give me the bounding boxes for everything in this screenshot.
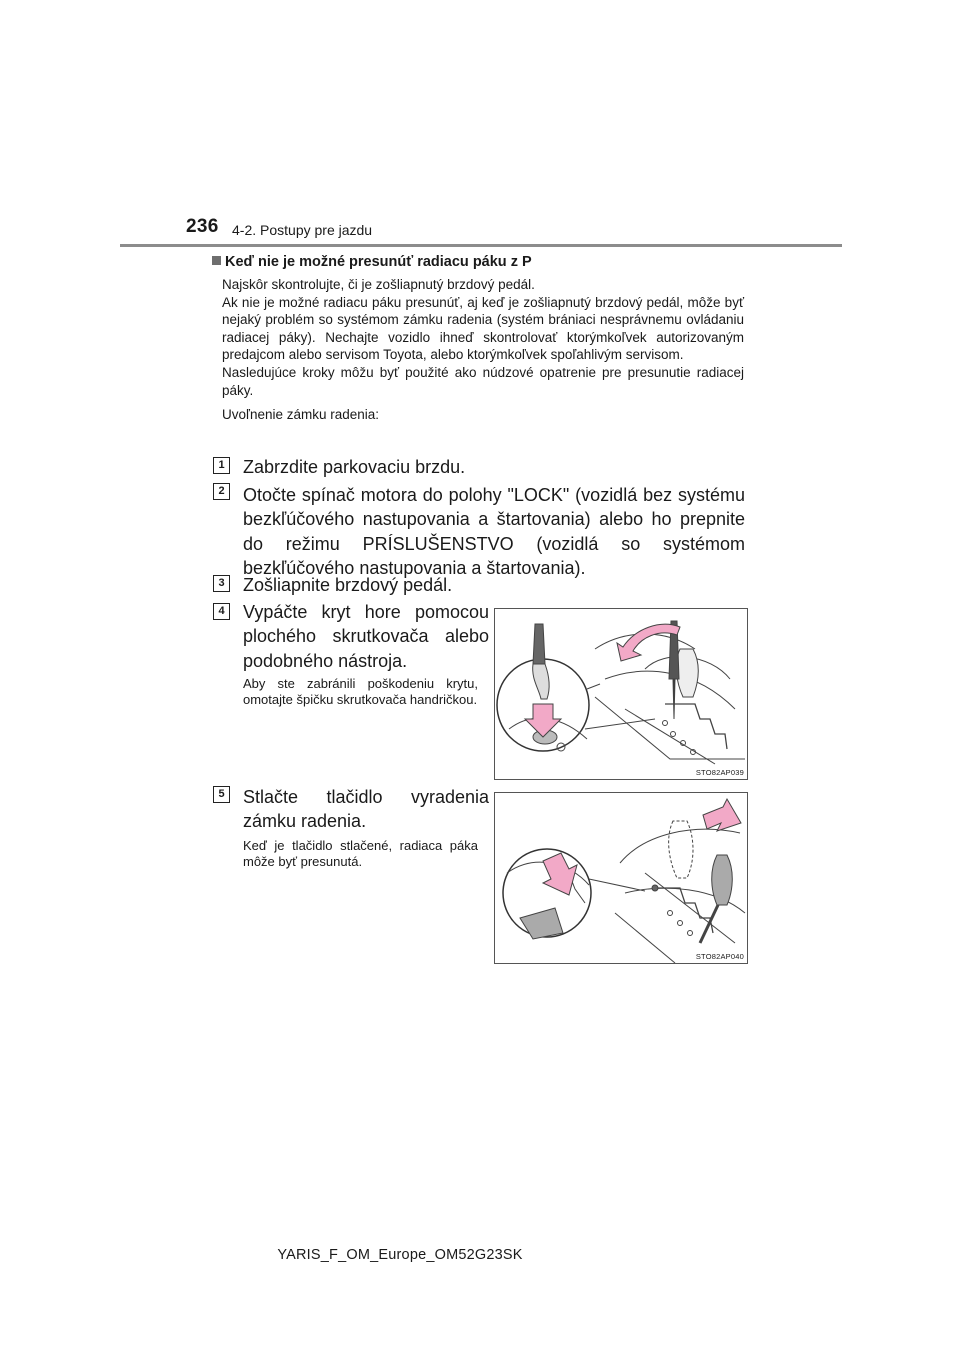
step-number-2: 2 <box>213 483 230 500</box>
step-number-3: 3 <box>213 575 230 592</box>
header-rule <box>120 244 842 247</box>
step-number-1: 1 <box>213 457 230 474</box>
figure-code: STO82AP040 <box>695 952 744 961</box>
step-number-5: 5 <box>213 786 230 803</box>
intro-paragraph: Ak nie je možné radiacu páku presunúť, aj keď je zošliapnutý brzdový pedál, môže byť nejaký problém so systémom zámku radenia (systém brániaci nesprávnemu ovládaniu radiacej páky). Nechajte vozidlo ihneď skontrolovať ktorýmkoľvek autorizovaným predajcom alebo servisom Toyota, alebo ktorýmkoľvek spoľahlivým servisom. <box>222 294 744 363</box>
step-number-4: 4 <box>213 603 230 620</box>
figure-shift-lock-button <box>494 792 748 964</box>
step-2-text: Otočte spínač motora do polohy "LOCK" (vozidlá bez systému bezkľúčového nastupovania a štartovania) alebo ho prepnite do režimu PRÍSLUŠENSTVO (vozidlá so systémom bezkľúčového nastupovania a štartovania). <box>243 485 745 579</box>
footer <box>0 1247 960 1263</box>
figure-illustration <box>495 609 748 780</box>
figure-code: STO82AP039 <box>695 768 744 777</box>
section-heading <box>212 254 532 270</box>
intro-paragraph: Najskôr skontrolujte, či je zošliapnutý brzdový pedál. <box>222 277 535 292</box>
intro-paragraph: Uvoľnenie zámku radenia: <box>222 407 380 423</box>
figure-screwdriver-cover <box>494 608 748 780</box>
step-3-text: Zošliapnite brzdový pedál. <box>243 575 453 595</box>
step-5-text: Stlačte tlačidlo vyradenia zámku radenia. <box>243 787 489 832</box>
intro-text <box>222 276 744 424</box>
step-4-text: Vypáčte kryt hore pomocou plochého skrutkovača alebo podobného nástroja. <box>243 602 489 671</box>
step-5-note: Keď je tlačidlo stlačené, radiaca páka môže byť presunutá. <box>243 838 478 869</box>
step-1-text: Zabrzdite parkovaciu brzdu. <box>243 457 466 477</box>
section-heading-text: Keď nie je možné presunúť radiacu páku z P <box>225 254 532 270</box>
page-number: 236 <box>186 216 219 237</box>
footer-document-code: YARIS_F_OM_Europe_OM52G23SK <box>277 1247 523 1263</box>
intro-paragraph: Nasledujúce kroky môžu byť použité ako núdzové opatrenie pre presunutie radiacej páky. <box>222 364 744 398</box>
figure-illustration <box>495 793 748 964</box>
square-bullet-icon <box>212 256 221 265</box>
step-4-note: Aby ste zabránili poškodeniu krytu, omotajte špičku skrutkovača handričkou. <box>243 676 478 707</box>
section-title: 4-2. Postupy pre jazdu <box>232 222 373 238</box>
